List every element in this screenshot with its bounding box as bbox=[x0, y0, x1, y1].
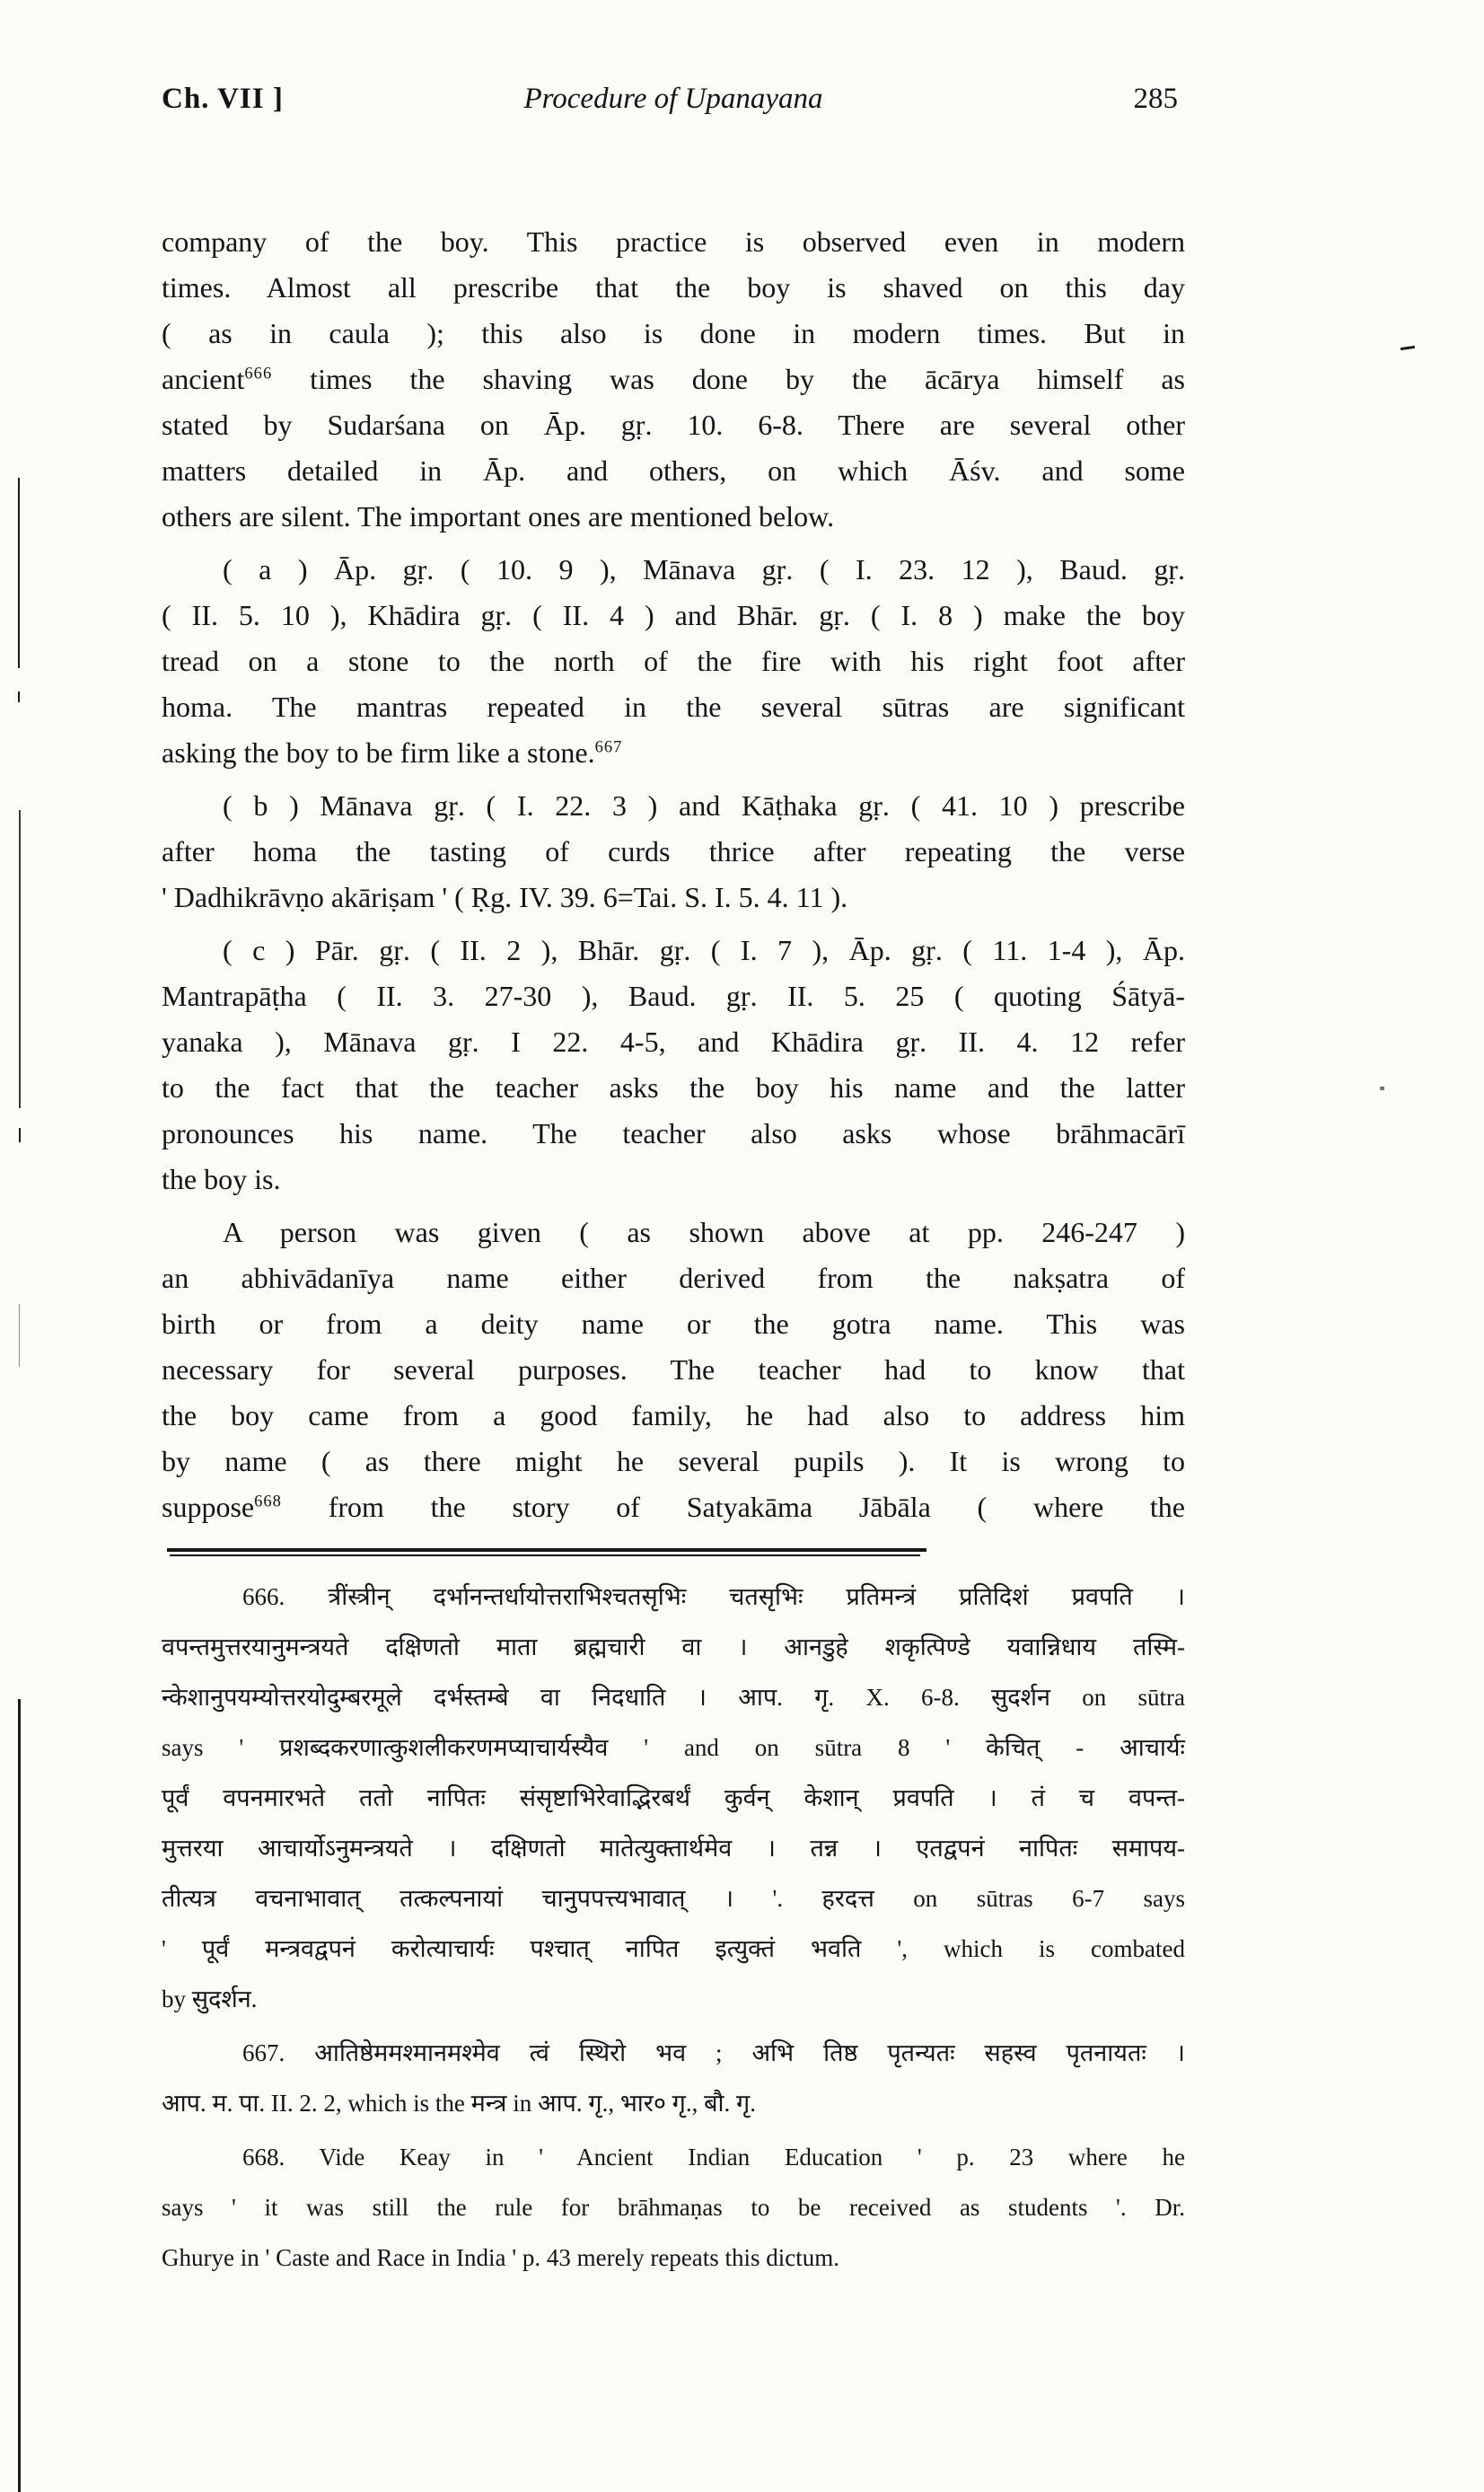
text-line: birth or from a deity name or the gotra name. This was bbox=[162, 1308, 1185, 1340]
footnote-667 bbox=[162, 2028, 1185, 2128]
text-line: to the fact that the teacher asks the boy his name and the latter bbox=[162, 1071, 1185, 1104]
text-line: तीत्यत्र वचनाभावात् तत्कल्पनायां चानुपपत्त्यभावात् । '. हरदत्त on sūtras 6-7 says bbox=[162, 1885, 1185, 1912]
text-line: A person was given ( as shown above at pp. 246-247 ) bbox=[223, 1216, 1185, 1248]
paragraph-b bbox=[162, 783, 1185, 920]
text-line: an abhivādanīya name either derived from the nakṣatra of bbox=[162, 1262, 1185, 1294]
text-line: times. Almost all prescribe that the boy is shaved on this day bbox=[162, 271, 1185, 304]
text-line: says ' it was still the rule for brāhmaṇas to be received as students '. Dr. bbox=[162, 2194, 1185, 2221]
footnote-ref: 666 bbox=[244, 364, 273, 383]
paragraph-a bbox=[162, 547, 1185, 776]
running-title: Procedure of Upanayana bbox=[523, 83, 823, 115]
scan-artifact-line bbox=[19, 810, 21, 1108]
scan-artifact-line bbox=[18, 691, 20, 702]
text-line: matters detailed in Āp. and others, on which Āśv. and some bbox=[162, 454, 1185, 487]
text-line: ' Dadhikrāvṇo akāriṣam ' ( Ṛg. IV. 39. 6=Tai. S. I. 5. 4. 11 ). bbox=[162, 881, 848, 913]
text-line: ( as in caula ); this also is done in modern times. But in bbox=[162, 317, 1185, 349]
chapter-label: Ch. VII ] bbox=[162, 83, 284, 115]
footnote-668 bbox=[162, 2132, 1185, 2283]
text-line: वपन्तमुत्तरयानुमन्त्रयते दक्षिणतो माता ब्रह्मचारी वा । आनडुहे शकृत्पिण्डे यवान्निधाय तस्मि- bbox=[162, 1633, 1185, 1660]
text-line: asking the boy to be firm like a stone.$^{667}$ bbox=[162, 736, 623, 769]
text-line: the boy is. bbox=[162, 1163, 281, 1195]
text-line: pronounces his name. The teacher also asks whose brāhmacārī bbox=[162, 1117, 1185, 1149]
text-line: homa. The mantras repeated in the several sūtras are significant bbox=[162, 691, 1185, 723]
footnote-ref: 667 bbox=[594, 737, 623, 757]
paragraph-naming bbox=[162, 1210, 1185, 1530]
text-line: suppose$^{668}$ from the story of Satyakāma Jābāla ( where the bbox=[162, 1491, 1185, 1523]
text-line: ancient$^{666}$ times the shaving was done by the ācārya himself as bbox=[162, 363, 1185, 395]
text-line: ' पूर्वं मन्त्रवद्वपनं करोत्याचार्यः पश्चात् नापित इत्युक्तं भवति ', which is combated bbox=[162, 1935, 1185, 1962]
text-line: the boy came from a good family, he had also to address him bbox=[162, 1399, 1185, 1431]
scan-artifact-mark bbox=[1380, 1087, 1384, 1090]
text-line: न्केशानुपयम्योत्तरयोदुम्बरमूले दर्भस्तम्बे वा निदधाति । आप. गृ. X. 6-8. सुदर्शन on sūtra bbox=[162, 1684, 1185, 1711]
text-line: Mantrapāṭha ( II. 3. 27-30 ), Baud. gṛ. II. 5. 25 ( quoting Śātyā- bbox=[162, 980, 1185, 1012]
text-line: after homa the tasting of curds thrice after repeating the verse bbox=[162, 835, 1185, 867]
scan-artifact-line bbox=[19, 1304, 20, 1367]
text-line: says ' प्रशब्दकरणात्कुशलीकरणमप्याचार्यस्यैव ' and on sūtra 8 ' केचित् - आचार्यः bbox=[162, 1734, 1185, 1761]
text-line: ( c ) Pār. gṛ. ( II. 2 ), Bhār. gṛ. ( I. 7 ), Āp. gṛ. ( 11. 1-4 ), Āp. bbox=[223, 934, 1185, 966]
text-line: 666. त्रींस्त्रीन् दर्भानन्तर्धायोत्तराभिश्चतसृभिः चतसृभिः प्रतिमन्त्रं प्रतिदिशं प्रवपति । bbox=[242, 1583, 1185, 1610]
footnote-ref: 668 bbox=[254, 1492, 282, 1511]
text-line: आप. म. पा. II. 2. 2, which is the मन्त्र in आप. गृ., भार० गृ., बौ. गृ. bbox=[162, 2090, 756, 2117]
scan-artifact-line bbox=[19, 1128, 21, 1142]
text-line: tread on a stone to the north of the fire with his right foot after bbox=[162, 645, 1185, 677]
text-line: 668. Vide Keay in ' Ancient Indian Education ' p. 23 where he bbox=[242, 2144, 1185, 2171]
text-line: others are silent. The important ones are mentioned below. bbox=[162, 500, 835, 533]
text-line: ( b ) Mānava gṛ. ( I. 22. 3 ) and Kāṭhaka gṛ. ( 41. 10 ) prescribe bbox=[223, 789, 1185, 822]
text-line: मुत्तरया आचार्योऽनुमन्त्रयते । दक्षिणतो मातेत्युक्तार्थमेव । तन्न । एतद्वपनं नापितः समापय- bbox=[162, 1835, 1185, 1862]
scan-artifact-line bbox=[18, 478, 20, 668]
text-line: company of the boy. This practice is observed even in modern bbox=[162, 225, 1185, 258]
text-line: Ghurye in ' Caste and Race in India ' p. 43 merely repeats this dictum. bbox=[162, 2244, 840, 2271]
text-line: by name ( as there might he several pupils ). It is wrong to bbox=[162, 1445, 1185, 1477]
paragraph-c bbox=[162, 928, 1185, 1202]
text-line: ( a ) Āp. gṛ. ( 10. 9 ), Mānava gṛ. ( I. 23. 12 ), Baud. gṛ. bbox=[223, 553, 1185, 586]
text-line: yanaka ), Mānava gṛ. I 22. 4-5, and Khādira gṛ. II. 4. 12 refer bbox=[162, 1026, 1185, 1058]
scan-artifact-mark bbox=[1401, 346, 1415, 350]
text-line: पूर्वं वपनमारभते ततो नापितः संसृष्टाभिरेवाद्भिरबर्थं कुर्वन् केशान् प्रवपति । तं च वपन्त- bbox=[162, 1784, 1185, 1811]
text-line: 667. आतिष्ठेममश्मानमश्मेव त्वं स्थिरो भव ; अभि तिष्ठ पृतन्यतः सहस्व पृतनायतः । bbox=[242, 2039, 1185, 2066]
page-number: 285 bbox=[1133, 83, 1178, 115]
paragraph-intro bbox=[162, 219, 1185, 540]
scan-artifact-line bbox=[18, 1699, 21, 2492]
body-text bbox=[162, 219, 1185, 2283]
text-line: necessary for several purposes. The teacher had to know that bbox=[162, 1353, 1185, 1386]
text-line: by सुदर्शन. bbox=[162, 1986, 258, 2012]
footnote-666 bbox=[162, 1572, 1185, 2024]
text-line: stated by Sudarśana on Āp. gṛ. 10. 6-8. There are several other bbox=[162, 409, 1185, 441]
text-line: ( II. 5. 10 ), Khādira gṛ. ( II. 4 ) and Bhār. gṛ. ( I. 8 ) make the boy bbox=[162, 599, 1185, 631]
footnote-separator bbox=[167, 1548, 1185, 1559]
